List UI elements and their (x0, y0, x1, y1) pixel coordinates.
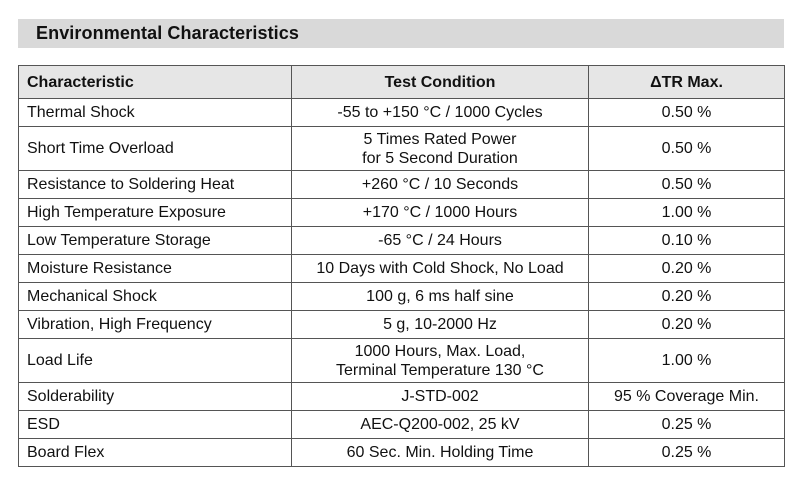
column-header-test-condition: Test Condition (292, 66, 589, 99)
table-row (19, 411, 785, 439)
column-header-delta-tr-max: ΔTR Max. (589, 66, 785, 99)
test-condition-line: 10 Days with Cold Shock, No Load (316, 260, 564, 277)
table-row (19, 171, 785, 199)
environmental-characteristics-table (18, 65, 785, 467)
test-condition-cell (292, 311, 589, 339)
characteristic-cell: High Temperature Exposure (19, 199, 292, 227)
characteristic-cell: ESD (19, 411, 292, 439)
section-title: Environmental Characteristics (36, 23, 299, 43)
characteristic-cell: Load Life (19, 339, 292, 383)
test-condition-line: -55 to +150 °C / 1000 Cycles (337, 104, 543, 121)
test-condition-line: AEC-Q200-002, 25 kV (360, 416, 520, 433)
test-condition-line: J-STD-002 (401, 388, 479, 405)
test-condition-cell (292, 411, 589, 439)
test-condition-cell (292, 199, 589, 227)
test-condition-cell (292, 99, 589, 127)
characteristic-cell: Resistance to Soldering Heat (19, 171, 292, 199)
delta-tr-max-cell: 0.20 % (589, 283, 785, 311)
delta-tr-max-cell: 0.50 % (589, 171, 785, 199)
table-row (19, 439, 785, 467)
characteristic-cell: Low Temperature Storage (19, 227, 292, 255)
test-condition-line: 5 Times Rated Power (363, 130, 517, 148)
delta-tr-max-cell: 0.20 % (589, 311, 785, 339)
characteristic-cell: Board Flex (19, 439, 292, 467)
characteristic-cell: Mechanical Shock (19, 283, 292, 311)
test-condition-line: for 5 Second Duration (362, 149, 518, 167)
test-condition-cell (292, 439, 589, 467)
test-condition-line: Terminal Temperature 130 °C (336, 361, 544, 379)
table-row (19, 339, 785, 383)
test-condition-line: -65 °C / 24 Hours (378, 232, 502, 249)
delta-tr-max-cell: 0.10 % (589, 227, 785, 255)
table-row (19, 255, 785, 283)
characteristic-cell: Moisture Resistance (19, 255, 292, 283)
table-row (19, 127, 785, 171)
test-condition-cell (292, 255, 589, 283)
test-condition-cell (292, 383, 589, 411)
table-row (19, 199, 785, 227)
test-condition-line: 5 g, 10-2000 Hz (383, 316, 497, 333)
characteristic-cell: Solderability (19, 383, 292, 411)
delta-tr-max-cell: 0.50 % (589, 127, 785, 171)
table-row (19, 383, 785, 411)
test-condition-line: 1000 Hours, Max. Load, (354, 342, 526, 360)
delta-tr-max-cell: 1.00 % (589, 199, 785, 227)
delta-tr-max-cell: 1.00 % (589, 339, 785, 383)
delta-tr-max-cell: 0.25 % (589, 439, 785, 467)
table-row (19, 283, 785, 311)
table-header-row (19, 66, 785, 99)
test-condition-cell (292, 171, 589, 199)
characteristic-cell: Vibration, High Frequency (19, 311, 292, 339)
characteristic-cell: Thermal Shock (19, 99, 292, 127)
table-row (19, 99, 785, 127)
delta-tr-max-cell: 95 % Coverage Min. (589, 383, 785, 411)
table-row (19, 311, 785, 339)
table-row (19, 227, 785, 255)
section-header (18, 19, 784, 48)
delta-tr-max-cell: 0.25 % (589, 411, 785, 439)
test-condition-line: 100 g, 6 ms half sine (366, 288, 514, 305)
test-condition-line: 60 Sec. Min. Holding Time (346, 444, 534, 461)
test-condition-cell (292, 283, 589, 311)
test-condition-line: +170 °C / 1000 Hours (362, 204, 518, 221)
characteristic-cell: Short Time Overload (19, 127, 292, 171)
delta-tr-max-cell: 0.50 % (589, 99, 785, 127)
test-condition-cell (292, 339, 589, 383)
test-condition-line: +260 °C / 10 Seconds (361, 176, 519, 193)
test-condition-cell (292, 227, 589, 255)
delta-tr-max-cell: 0.20 % (589, 255, 785, 283)
test-condition-cell (292, 127, 589, 171)
column-header-characteristic: Characteristic (19, 66, 292, 99)
